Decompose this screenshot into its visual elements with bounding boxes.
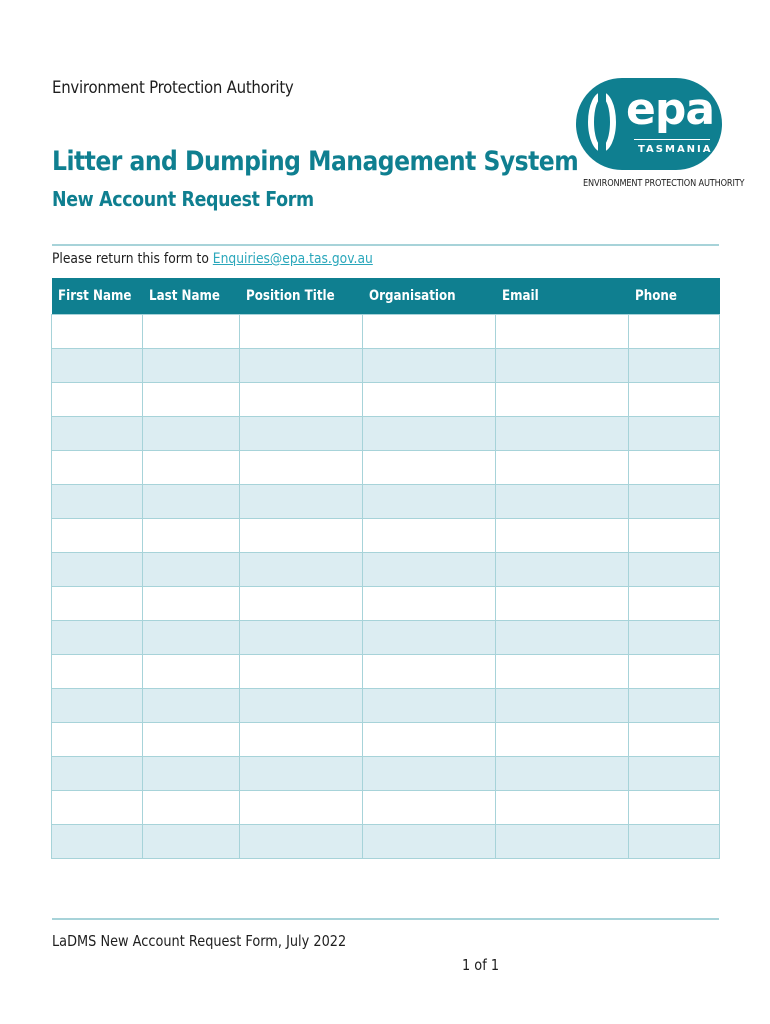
table-row <box>52 621 720 655</box>
organisation-cell[interactable] <box>363 485 496 519</box>
logo-caption: ENVIRONMENT PROTECTION AUTHORITY <box>583 178 745 189</box>
table-header-row <box>52 278 720 315</box>
organisation-cell[interactable] <box>363 621 496 655</box>
organisation-cell[interactable] <box>363 587 496 621</box>
email-cell[interactable] <box>496 723 629 757</box>
organisation-cell[interactable] <box>363 723 496 757</box>
last-name-cell[interactable] <box>143 689 240 723</box>
phone-cell[interactable] <box>629 825 720 859</box>
organisation-cell[interactable] <box>363 553 496 587</box>
phone-cell[interactable] <box>629 723 720 757</box>
email-cell[interactable] <box>496 791 629 825</box>
email-cell[interactable] <box>496 383 629 417</box>
last-name-cell[interactable] <box>143 485 240 519</box>
table-row <box>52 349 720 383</box>
position-title-cell[interactable] <box>240 621 363 655</box>
email-cell[interactable] <box>496 757 629 791</box>
phone-cell[interactable] <box>629 689 720 723</box>
first-name-cell[interactable] <box>52 757 143 791</box>
organisation-cell[interactable] <box>363 383 496 417</box>
table-row <box>52 553 720 587</box>
email-cell[interactable] <box>496 451 629 485</box>
position-title-cell[interactable] <box>240 349 363 383</box>
column-header-email: Email <box>496 278 629 315</box>
email-cell[interactable] <box>496 689 629 723</box>
phone-cell[interactable] <box>629 519 720 553</box>
last-name-cell[interactable] <box>143 417 240 451</box>
email-cell[interactable] <box>496 417 629 451</box>
position-title-cell[interactable] <box>240 417 363 451</box>
logo-region-line <box>634 139 710 140</box>
phone-cell[interactable] <box>629 621 720 655</box>
first-name-cell[interactable] <box>52 587 143 621</box>
table-row <box>52 485 720 519</box>
bottom-divider <box>52 918 719 920</box>
phone-cell[interactable] <box>629 349 720 383</box>
column-header-first-name: First Name <box>52 278 143 315</box>
email-cell[interactable] <box>496 621 629 655</box>
logo-badge <box>576 78 722 170</box>
agency-name: Environment Protection Authority <box>52 78 294 98</box>
account-request-table <box>51 278 720 859</box>
position-title-cell[interactable] <box>240 315 363 349</box>
first-name-cell[interactable] <box>52 621 143 655</box>
position-title-cell[interactable] <box>240 689 363 723</box>
organisation-cell[interactable] <box>363 451 496 485</box>
email-cell[interactable] <box>496 349 629 383</box>
position-title-cell[interactable] <box>240 519 363 553</box>
first-name-cell[interactable] <box>52 791 143 825</box>
organisation-cell[interactable] <box>363 825 496 859</box>
last-name-cell[interactable] <box>143 587 240 621</box>
first-name-cell[interactable] <box>52 689 143 723</box>
last-name-cell[interactable] <box>143 825 240 859</box>
last-name-cell[interactable] <box>143 791 240 825</box>
position-title-cell[interactable] <box>240 655 363 689</box>
organisation-cell[interactable] <box>363 417 496 451</box>
table-row <box>52 383 720 417</box>
phone-cell[interactable] <box>629 757 720 791</box>
email-cell[interactable] <box>496 519 629 553</box>
organisation-cell[interactable] <box>363 757 496 791</box>
last-name-cell[interactable] <box>143 519 240 553</box>
position-title-cell[interactable] <box>240 791 363 825</box>
position-title-cell[interactable] <box>240 587 363 621</box>
last-name-cell[interactable] <box>143 315 240 349</box>
table-row <box>52 825 720 859</box>
last-name-cell[interactable] <box>143 621 240 655</box>
logo-region: TASMANIA <box>638 144 713 155</box>
position-title-cell[interactable] <box>240 723 363 757</box>
phone-cell[interactable] <box>629 315 720 349</box>
phone-cell[interactable] <box>629 655 720 689</box>
logo-wordmark: epa <box>626 84 715 135</box>
return-email-link[interactable]: Enquiries@epa.tas.gov.au <box>212 251 373 267</box>
page-subtitle: New Account Request Form <box>52 187 314 211</box>
logo-ring-icon <box>588 92 616 152</box>
position-title-cell[interactable] <box>240 825 363 859</box>
first-name-cell[interactable] <box>52 349 143 383</box>
organisation-cell[interactable] <box>363 655 496 689</box>
first-name-cell[interactable] <box>52 451 143 485</box>
last-name-cell[interactable] <box>143 655 240 689</box>
page-title: Litter and Dumping Management System <box>52 146 579 177</box>
last-name-cell[interactable] <box>143 349 240 383</box>
epa-logo <box>576 78 745 194</box>
table-row <box>52 315 720 349</box>
footer-page-number: 1 of 1 <box>462 956 500 974</box>
organisation-cell[interactable] <box>363 689 496 723</box>
phone-cell[interactable] <box>629 553 720 587</box>
first-name-cell[interactable] <box>52 315 143 349</box>
phone-cell[interactable] <box>629 383 720 417</box>
table-row <box>52 417 720 451</box>
email-cell[interactable] <box>496 587 629 621</box>
phone-cell[interactable] <box>629 417 720 451</box>
last-name-cell[interactable] <box>143 553 240 587</box>
table-row <box>52 689 720 723</box>
first-name-cell[interactable] <box>52 553 143 587</box>
email-cell[interactable] <box>496 315 629 349</box>
column-header-phone: Phone <box>629 278 720 315</box>
return-instructions <box>52 251 373 267</box>
table-row <box>52 587 720 621</box>
last-name-cell[interactable] <box>143 451 240 485</box>
phone-cell[interactable] <box>629 587 720 621</box>
table-row <box>52 791 720 825</box>
position-title-cell[interactable] <box>240 757 363 791</box>
first-name-cell[interactable] <box>52 723 143 757</box>
position-title-cell[interactable] <box>240 451 363 485</box>
position-title-cell[interactable] <box>240 383 363 417</box>
column-header-last-name: Last Name <box>143 278 240 315</box>
table-row <box>52 723 720 757</box>
email-cell[interactable] <box>496 553 629 587</box>
table-row <box>52 451 720 485</box>
last-name-cell[interactable] <box>143 383 240 417</box>
table-row <box>52 757 720 791</box>
table-row <box>52 519 720 553</box>
return-instructions-text: Please return this form to <box>52 251 213 267</box>
last-name-cell[interactable] <box>143 723 240 757</box>
first-name-cell[interactable] <box>52 825 143 859</box>
organisation-cell[interactable] <box>363 349 496 383</box>
first-name-cell[interactable] <box>52 417 143 451</box>
footer-document-label: LaDMS New Account Request Form, July 2022 <box>52 932 347 950</box>
email-cell[interactable] <box>496 655 629 689</box>
phone-cell[interactable] <box>629 451 720 485</box>
first-name-cell[interactable] <box>52 519 143 553</box>
top-divider <box>52 244 719 246</box>
column-header-organisation: Organisation <box>363 278 496 315</box>
position-title-cell[interactable] <box>240 485 363 519</box>
organisation-cell[interactable] <box>363 519 496 553</box>
organisation-cell[interactable] <box>363 315 496 349</box>
phone-cell[interactable] <box>629 485 720 519</box>
column-header-position-title: Position Title <box>240 278 363 315</box>
email-cell[interactable] <box>496 825 629 859</box>
position-title-cell[interactable] <box>240 553 363 587</box>
last-name-cell[interactable] <box>143 757 240 791</box>
phone-cell[interactable] <box>629 791 720 825</box>
first-name-cell[interactable] <box>52 485 143 519</box>
table-row <box>52 655 720 689</box>
organisation-cell[interactable] <box>363 791 496 825</box>
first-name-cell[interactable] <box>52 655 143 689</box>
first-name-cell[interactable] <box>52 383 143 417</box>
email-cell[interactable] <box>496 485 629 519</box>
